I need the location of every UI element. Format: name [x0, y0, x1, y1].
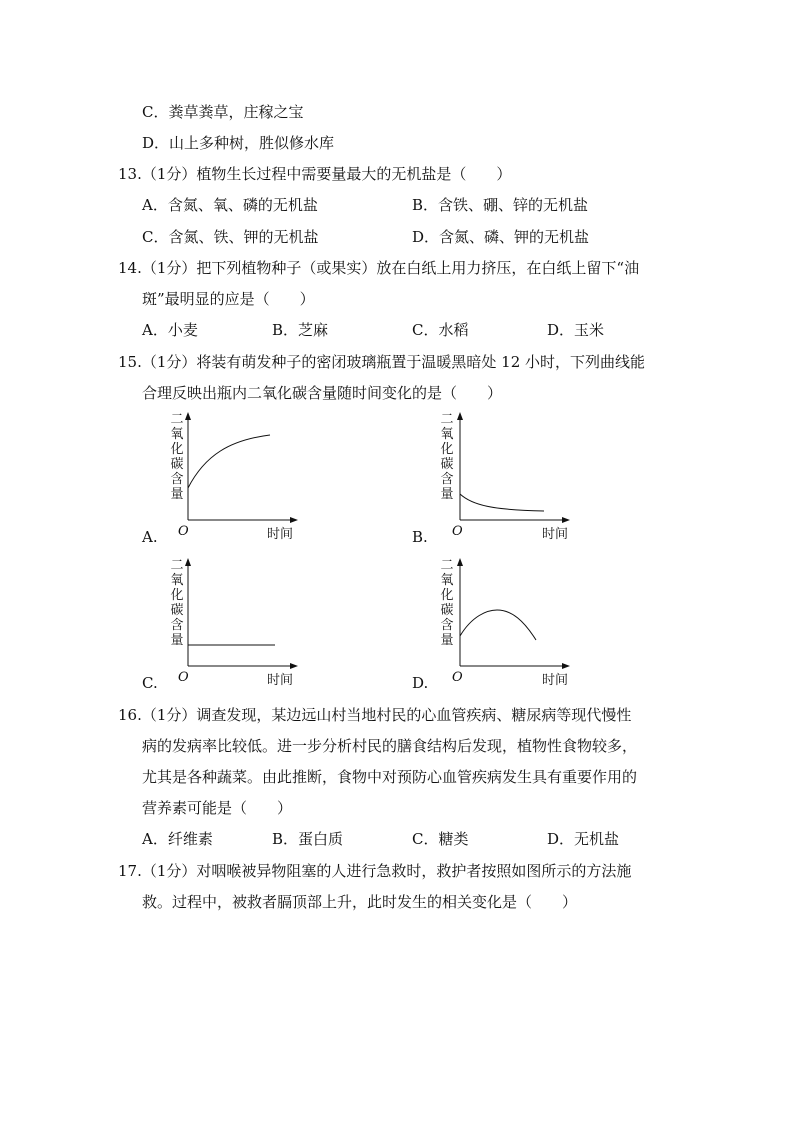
graph-b-plot	[452, 410, 572, 525]
q16-stem-line-4: 营养素可能是（ ）	[142, 799, 293, 817]
graph-a-letter: A.	[142, 528, 158, 546]
graph-a-x-label: 时间	[267, 527, 294, 542]
graph-c-y-label: 二氧化碳含量	[170, 558, 184, 648]
q17-stem-line-1: 17.（1分）对咽喉被异物阻塞的人进行急救时，救护者按照如图所示的方法施	[118, 862, 632, 880]
graph-d-plot	[452, 556, 572, 671]
q16-option-a: A．纤维素	[142, 830, 213, 848]
q13-option-d: D．含氮、磷、钾的无机盐	[412, 228, 590, 246]
graph-d-x-label: 时间	[542, 673, 569, 688]
q12-option-c: C．粪草粪草，庄稼之宝	[142, 103, 304, 121]
q13-stem: 13.（1分）植物生长过程中需要量最大的无机盐是（ ）	[118, 165, 512, 183]
graph-d-y-arrow	[457, 558, 463, 566]
graph-b-y-arrow	[457, 412, 463, 420]
q14-stem-line-2: 斑”最明显的应是（ ）	[142, 290, 315, 308]
q17-stem-line-2: 救。过程中，被救者膈顶部上升，此时发生的相关变化是（ ）	[142, 893, 578, 911]
q14-stem-line-1: 14.（1分）把下列植物种子（或果实）放在白纸上用力挤压，在白纸上留下“油	[118, 259, 640, 277]
q14-option-a: A．小麦	[142, 321, 198, 339]
graph-c-origin: O	[178, 670, 189, 685]
graph-c-plot	[180, 556, 300, 671]
graph-d-x-arrow	[562, 663, 570, 669]
q15-stem-line-1: 15.（1分）将装有萌发种子的密闭玻璃瓶置于温暖黑暗处 12 小时，下列曲线能	[118, 353, 646, 371]
graph-a-y-arrow	[185, 412, 191, 420]
q14-option-d: D．玉米	[547, 321, 605, 339]
graph-b-curve	[460, 494, 544, 511]
graph-d-letter: D.	[412, 674, 429, 692]
q15-stem-line-2: 合理反映出瓶内二氧化碳含量随时间变化的是（ ）	[142, 384, 503, 402]
graph-c-x-arrow	[290, 663, 298, 669]
q13-option-a: A．含氮、氧、磷的无机盐	[142, 196, 318, 214]
graph-b-letter: B.	[412, 528, 428, 546]
graph-a-x-arrow	[290, 517, 298, 523]
graph-b-origin: O	[452, 524, 463, 539]
q13-option-c: C．含氮、铁、钾的无机盐	[142, 228, 319, 246]
q16-option-b: B．蛋白质	[272, 830, 344, 848]
graph-d-origin: O	[452, 670, 463, 685]
q12-option-d: D．山上多种树，胜似修水库	[142, 134, 335, 152]
q16-option-c: C．糖类	[412, 830, 469, 848]
graph-d-y-label: 二氧化碳含量	[440, 558, 454, 648]
graph-a-y-label: 二氧化碳含量	[170, 412, 184, 502]
q13-option-b: B．含铁、硼、锌的无机盐	[412, 196, 589, 214]
graph-d-curve	[460, 610, 536, 640]
graph-a-origin: O	[178, 524, 189, 539]
graph-c-letter: C.	[142, 674, 158, 692]
graph-a-plot	[180, 410, 300, 525]
q16-stem-line-1: 16.（1分）调查发现，某边远山村当地村民的心血管疾病、糖尿病等现代慢性	[118, 706, 632, 724]
q14-option-c: C．水稻	[412, 321, 469, 339]
graph-b-x-arrow	[562, 517, 570, 523]
graph-b-y-label: 二氧化碳含量	[440, 412, 454, 502]
q16-option-d: D．无机盐	[547, 830, 620, 848]
q14-option-b: B．芝麻	[272, 321, 329, 339]
q16-stem-line-3: 尤其是各种蔬菜。由此推断，食物中对预防心血管疾病发生具有重要作用的	[142, 768, 638, 786]
graph-c-x-label: 时间	[267, 673, 294, 688]
q16-stem-line-2: 病的发病率比较低。进一步分析村民的膳食结构后发现，植物性食物较多，	[142, 737, 638, 755]
graph-a-curve	[188, 435, 270, 488]
graph-b-x-label: 时间	[542, 527, 569, 542]
graph-c-y-arrow	[185, 558, 191, 566]
